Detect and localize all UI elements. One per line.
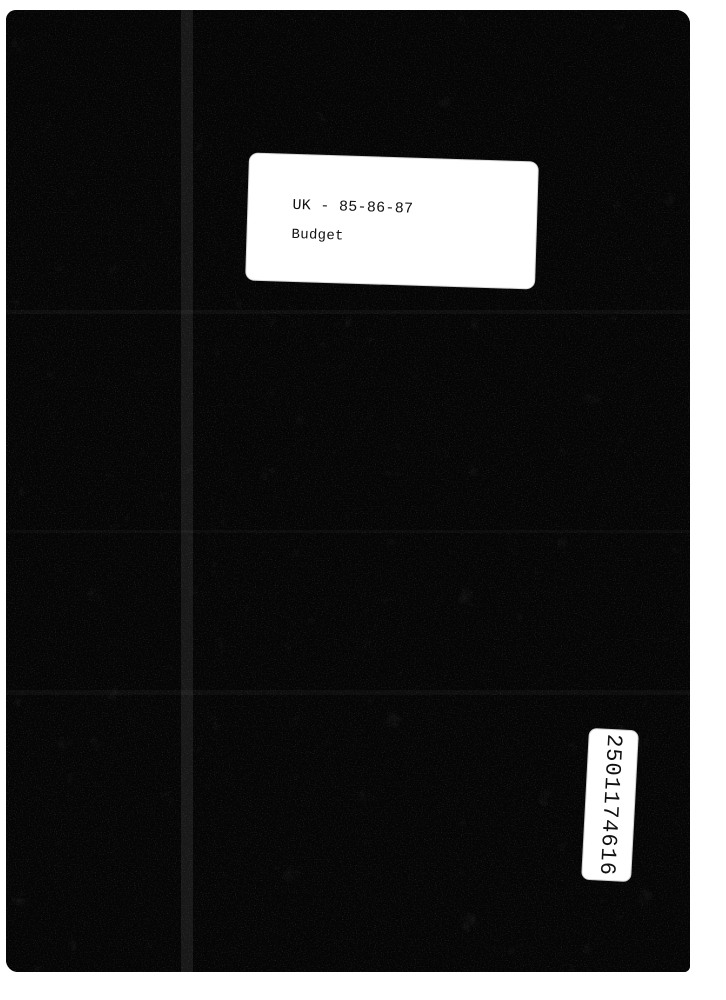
folder-subtitle: Budget <box>291 226 344 245</box>
barcode-label <box>582 729 638 881</box>
spine-crease <box>181 10 193 972</box>
folder-title: UK - 85-86-87 <box>292 196 414 218</box>
folder-label <box>246 154 538 289</box>
barcode-number: 2501174616 <box>593 733 627 877</box>
